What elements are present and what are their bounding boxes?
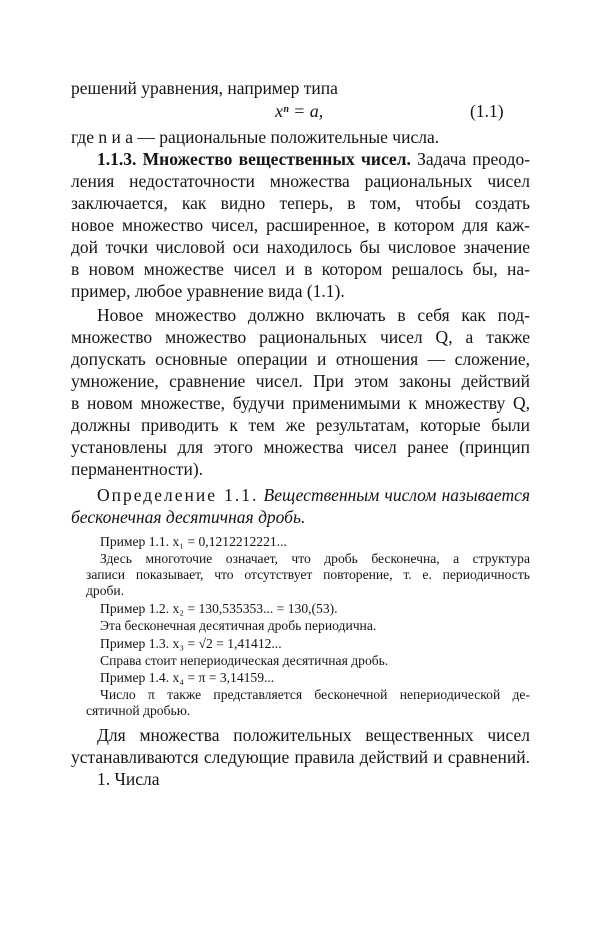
equation-1-1: xⁿ = a,: [275, 101, 324, 121]
text-line: установлены для этого множества чисел ранее (принцип: [71, 437, 530, 457]
text-line: умножение, сравнение чисел. При этом законы действий: [71, 371, 530, 391]
text-line: пример, любое уравнение вида (1.1).: [71, 281, 345, 301]
example-note: Эта бесконечная десятичная дробь периодична.: [100, 618, 377, 633]
text-line: новое множество чисел, расширенное, в котором для каж-: [71, 215, 530, 235]
section-number: 1.1.3.: [97, 149, 137, 169]
text-line: Задача преодо-: [417, 149, 531, 169]
example-3: Пример 1.3. x₃ = √2 = 1,41412...: [100, 636, 282, 651]
text-line: должны приводить к тем же результатам, которые были: [71, 415, 530, 435]
equation-number: (1.1): [470, 101, 504, 121]
text-line: где n и a — рациональные положительные числа.: [71, 127, 440, 147]
text-line: решений уравнения, например типа: [71, 78, 338, 98]
text-line: в новом множестве, будучи применимыми к множеству Q,: [71, 393, 530, 413]
text-line: в новом множестве чисел и в котором решалось бы, на-: [71, 259, 530, 279]
text-line: допускать основные операции и отношения — сложение,: [71, 349, 530, 369]
section-heading: Множество вещественных чисел.: [142, 149, 411, 169]
list-item: 1. Числа: [97, 769, 160, 789]
text-line: перманентности).: [71, 459, 204, 479]
example-note: дроби.: [86, 583, 125, 598]
definition-text: Вещественным числом называется: [263, 485, 531, 505]
example-2: Пример 1.2. x₂ = 130,535353... = 130,(53).: [100, 601, 338, 616]
text-line: Для множества положительных вещественных чисел: [97, 725, 530, 745]
text-line: Новое множество должно включать в себя как под-: [97, 305, 530, 325]
example-note: Число π также представляется бесконечной непериодической де-: [100, 687, 530, 702]
text-line: устанавливаются следующие правила действий и сравнений.: [71, 747, 530, 767]
example-note: записи показывает, что отсутствует повторение, т. е. периодичность: [86, 567, 530, 582]
definition-label: Определение 1.1.: [97, 485, 259, 505]
text-line: множество множество рациональных чисел Q, а также: [71, 327, 530, 347]
definition-text: бесконечная десятичная дробь.: [71, 507, 306, 527]
example-4: Пример 1.4. x₄ = π = 3,14159...: [100, 670, 275, 685]
example-note: сятичной дробью.: [86, 703, 191, 718]
example-note: Здесь многоточие означает, что дробь бесконечна, а структура: [100, 551, 530, 566]
text-line: ления недостаточности множества рациональных чисел: [71, 171, 530, 191]
example-note: Справа стоит непериодическая десятичная дробь.: [100, 653, 389, 668]
example-1: Пример 1.1. x₁ = 0,1212212221...: [100, 534, 287, 549]
text-line: заключается, как видно теперь, в том, чтобы создать: [71, 193, 530, 213]
text-line: дой точки числовой оси находилось бы числовое значение: [71, 237, 530, 257]
